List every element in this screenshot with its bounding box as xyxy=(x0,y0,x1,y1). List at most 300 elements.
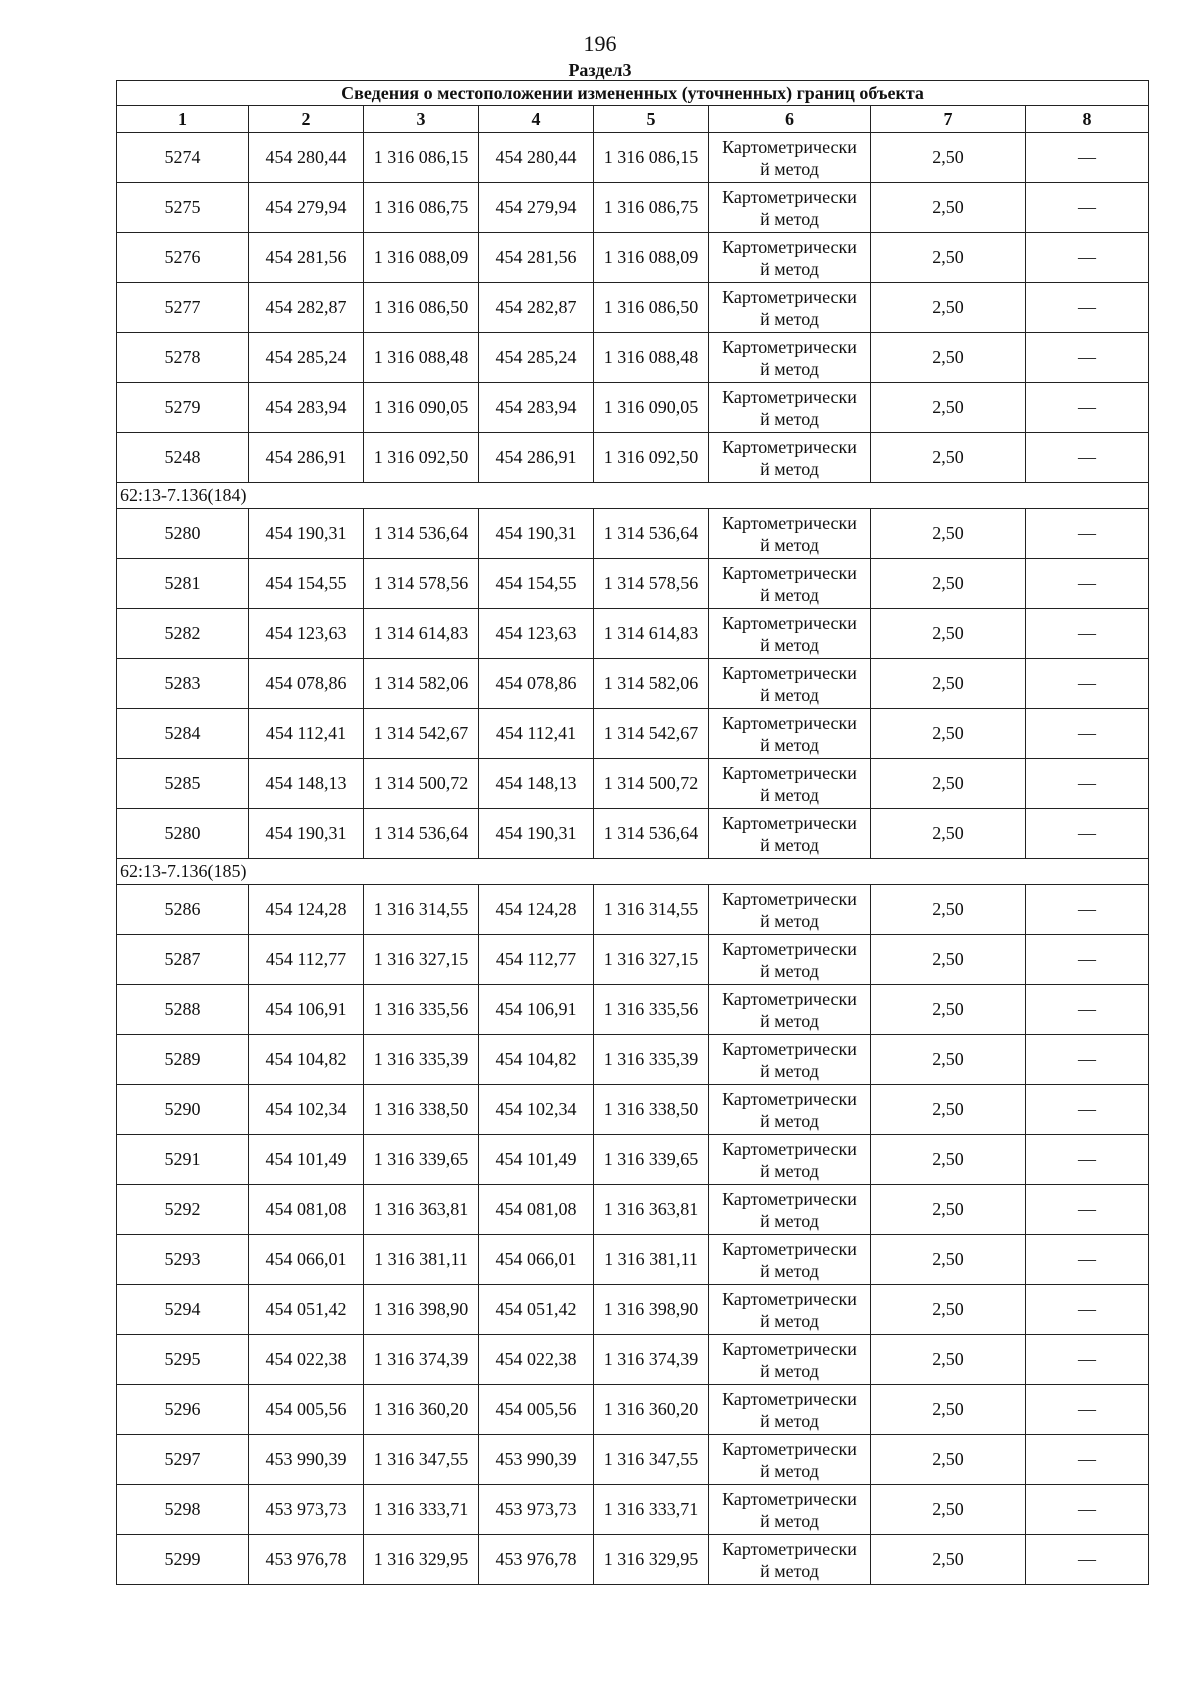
x-existing-cell: 454 279,94 xyxy=(249,183,364,233)
method-line-1: Картометрически xyxy=(722,236,857,257)
method-cell xyxy=(709,659,871,709)
x-existing-cell: 454 106,91 xyxy=(249,985,364,1035)
table-caption: Сведения о местоположении измененных (уточненных) границ объекта xyxy=(117,81,1149,106)
x-existing-cell: 454 102,34 xyxy=(249,1085,364,1135)
boundary-coordinates-table xyxy=(116,80,1149,1585)
method-cell xyxy=(709,1085,871,1135)
x-new-cell: 454 280,44 xyxy=(479,133,594,183)
y-new-cell: 1 316 327,15 xyxy=(594,935,709,985)
y-existing-cell: 1 314 536,64 xyxy=(364,809,479,859)
x-new-cell: 454 124,28 xyxy=(479,885,594,935)
x-new-cell: 454 112,41 xyxy=(479,709,594,759)
y-existing-cell: 1 316 329,95 xyxy=(364,1535,479,1585)
method-line-1: Картометрически xyxy=(722,712,857,733)
point-number-cell: 5280 xyxy=(117,809,249,859)
parcel-group-row xyxy=(117,483,1149,509)
method-cell xyxy=(709,509,871,559)
method-line-2: й метод xyxy=(760,684,819,705)
table-row xyxy=(117,1285,1149,1335)
y-existing-cell: 1 316 335,56 xyxy=(364,985,479,1035)
method-line-2: й метод xyxy=(760,458,819,479)
accuracy-cell: 2,50 xyxy=(871,283,1026,333)
method-cell xyxy=(709,1185,871,1235)
x-new-cell: 454 081,08 xyxy=(479,1185,594,1235)
x-new-cell: 454 123,63 xyxy=(479,609,594,659)
method-cell xyxy=(709,1135,871,1185)
x-new-cell: 454 022,38 xyxy=(479,1335,594,1385)
method-cell xyxy=(709,1435,871,1485)
accuracy-cell: 2,50 xyxy=(871,183,1026,233)
x-new-cell: 454 106,91 xyxy=(479,985,594,1035)
method-line-1: Картометрически xyxy=(722,888,857,909)
method-line-2: й метод xyxy=(760,258,819,279)
accuracy-cell: 2,50 xyxy=(871,559,1026,609)
empty-mark-cell: — xyxy=(1026,609,1149,659)
point-number-cell: 5283 xyxy=(117,659,249,709)
empty-mark-cell: — xyxy=(1026,1285,1149,1335)
table-row xyxy=(117,1135,1149,1185)
empty-mark-cell: — xyxy=(1026,659,1149,709)
y-new-cell: 1 316 335,39 xyxy=(594,1035,709,1085)
table-row xyxy=(117,1035,1149,1085)
y-new-cell: 1 316 086,15 xyxy=(594,133,709,183)
method-line-1: Картометрически xyxy=(722,286,857,307)
empty-mark-cell: — xyxy=(1026,283,1149,333)
x-existing-cell: 454 190,31 xyxy=(249,509,364,559)
y-existing-cell: 1 316 339,65 xyxy=(364,1135,479,1185)
point-number-cell: 5289 xyxy=(117,1035,249,1085)
table-row xyxy=(117,935,1149,985)
method-line-1: Картометрически xyxy=(722,988,857,1009)
empty-mark-cell: — xyxy=(1026,1035,1149,1085)
method-cell xyxy=(709,433,871,483)
method-line-1: Картометрически xyxy=(722,136,857,157)
point-number-cell: 5294 xyxy=(117,1285,249,1335)
column-number-1: 1 xyxy=(117,106,249,133)
empty-mark-cell: — xyxy=(1026,333,1149,383)
x-new-cell: 454 112,77 xyxy=(479,935,594,985)
x-existing-cell: 454 081,08 xyxy=(249,1185,364,1235)
x-new-cell: 454 154,55 xyxy=(479,559,594,609)
accuracy-cell: 2,50 xyxy=(871,1535,1026,1585)
accuracy-cell: 2,50 xyxy=(871,609,1026,659)
method-line-1: Картометрически xyxy=(722,1438,857,1459)
y-existing-cell: 1 316 338,50 xyxy=(364,1085,479,1135)
empty-mark-cell: — xyxy=(1026,1085,1149,1135)
point-number-cell: 5278 xyxy=(117,333,249,383)
y-new-cell: 1 316 363,81 xyxy=(594,1185,709,1235)
x-existing-cell: 454 281,56 xyxy=(249,233,364,283)
y-new-cell: 1 314 536,64 xyxy=(594,509,709,559)
method-line-1: Картометрически xyxy=(722,1288,857,1309)
point-number-cell: 5248 xyxy=(117,433,249,483)
accuracy-cell: 2,50 xyxy=(871,1035,1026,1085)
method-line-2: й метод xyxy=(760,1560,819,1581)
y-new-cell: 1 314 536,64 xyxy=(594,809,709,859)
x-new-cell: 454 281,56 xyxy=(479,233,594,283)
y-new-cell: 1 316 347,55 xyxy=(594,1435,709,1485)
table-row xyxy=(117,1235,1149,1285)
table-row xyxy=(117,383,1149,433)
method-line-2: й метод xyxy=(760,1360,819,1381)
point-number-cell: 5282 xyxy=(117,609,249,659)
column-number-3: 3 xyxy=(364,106,479,133)
y-existing-cell: 1 316 398,90 xyxy=(364,1285,479,1335)
y-new-cell: 1 316 333,71 xyxy=(594,1485,709,1535)
x-existing-cell: 454 280,44 xyxy=(249,133,364,183)
point-number-cell: 5286 xyxy=(117,885,249,935)
x-existing-cell: 454 148,13 xyxy=(249,759,364,809)
y-new-cell: 1 314 582,06 xyxy=(594,659,709,709)
y-existing-cell: 1 316 363,81 xyxy=(364,1185,479,1235)
x-new-cell: 454 104,82 xyxy=(479,1035,594,1085)
method-line-2: й метод xyxy=(760,910,819,931)
accuracy-cell: 2,50 xyxy=(871,1485,1026,1535)
empty-mark-cell: — xyxy=(1026,233,1149,283)
table-row xyxy=(117,809,1149,859)
column-number-6: 6 xyxy=(709,106,871,133)
table-row xyxy=(117,433,1149,483)
empty-mark-cell: — xyxy=(1026,985,1149,1035)
y-new-cell: 1 314 542,67 xyxy=(594,709,709,759)
empty-mark-cell: — xyxy=(1026,1185,1149,1235)
method-line-1: Картометрически xyxy=(722,1188,857,1209)
method-line-2: й метод xyxy=(760,1310,819,1331)
method-cell xyxy=(709,1385,871,1435)
method-line-1: Картометрически xyxy=(722,1538,857,1559)
empty-mark-cell: — xyxy=(1026,133,1149,183)
point-number-cell: 5290 xyxy=(117,1085,249,1135)
point-number-cell: 5275 xyxy=(117,183,249,233)
point-number-cell: 5295 xyxy=(117,1335,249,1385)
x-existing-cell: 454 124,28 xyxy=(249,885,364,935)
method-line-2: й метод xyxy=(760,208,819,229)
empty-mark-cell: — xyxy=(1026,809,1149,859)
method-line-2: й метод xyxy=(760,1460,819,1481)
parcel-group-row xyxy=(117,859,1149,885)
y-new-cell: 1 316 090,05 xyxy=(594,383,709,433)
point-number-cell: 5298 xyxy=(117,1485,249,1535)
method-line-2: й метод xyxy=(760,1510,819,1531)
accuracy-cell: 2,50 xyxy=(871,1435,1026,1485)
point-number-cell: 5274 xyxy=(117,133,249,183)
x-new-cell: 454 101,49 xyxy=(479,1135,594,1185)
x-new-cell: 453 976,78 xyxy=(479,1535,594,1585)
x-new-cell: 454 051,42 xyxy=(479,1285,594,1335)
method-line-2: й метод xyxy=(760,960,819,981)
accuracy-cell: 2,50 xyxy=(871,935,1026,985)
method-cell xyxy=(709,1485,871,1535)
empty-mark-cell: — xyxy=(1026,433,1149,483)
empty-mark-cell: — xyxy=(1026,759,1149,809)
point-number-cell: 5284 xyxy=(117,709,249,759)
accuracy-cell: 2,50 xyxy=(871,1135,1026,1185)
column-number-8: 8 xyxy=(1026,106,1149,133)
x-new-cell: 454 279,94 xyxy=(479,183,594,233)
method-line-2: й метод xyxy=(760,1110,819,1131)
y-existing-cell: 1 316 381,11 xyxy=(364,1235,479,1285)
method-line-1: Картометрически xyxy=(722,436,857,457)
empty-mark-cell: — xyxy=(1026,509,1149,559)
x-existing-cell: 454 190,31 xyxy=(249,809,364,859)
empty-mark-cell: — xyxy=(1026,1535,1149,1585)
table-row xyxy=(117,509,1149,559)
method-line-2: й метод xyxy=(760,634,819,655)
y-existing-cell: 1 314 578,56 xyxy=(364,559,479,609)
x-new-cell: 454 190,31 xyxy=(479,809,594,859)
x-existing-cell: 454 066,01 xyxy=(249,1235,364,1285)
x-new-cell: 454 078,86 xyxy=(479,659,594,709)
accuracy-cell: 2,50 xyxy=(871,759,1026,809)
x-existing-cell: 454 282,87 xyxy=(249,283,364,333)
y-new-cell: 1 316 088,48 xyxy=(594,333,709,383)
empty-mark-cell: — xyxy=(1026,383,1149,433)
method-line-1: Картометрически xyxy=(722,186,857,207)
table-row xyxy=(117,659,1149,709)
empty-mark-cell: — xyxy=(1026,935,1149,985)
method-line-1: Картометрически xyxy=(722,1088,857,1109)
x-existing-cell: 454 051,42 xyxy=(249,1285,364,1335)
x-existing-cell: 453 973,73 xyxy=(249,1485,364,1535)
empty-mark-cell: — xyxy=(1026,1235,1149,1285)
y-new-cell: 1 316 088,09 xyxy=(594,233,709,283)
y-new-cell: 1 316 086,50 xyxy=(594,283,709,333)
method-line-2: й метод xyxy=(760,408,819,429)
y-existing-cell: 1 316 092,50 xyxy=(364,433,479,483)
method-cell xyxy=(709,1285,871,1335)
empty-mark-cell: — xyxy=(1026,1335,1149,1385)
method-cell xyxy=(709,1335,871,1385)
y-new-cell: 1 314 500,72 xyxy=(594,759,709,809)
point-number-cell: 5293 xyxy=(117,1235,249,1285)
accuracy-cell: 2,50 xyxy=(871,1235,1026,1285)
empty-mark-cell: — xyxy=(1026,1385,1149,1435)
method-line-2: й метод xyxy=(760,1210,819,1231)
method-cell xyxy=(709,1035,871,1085)
method-line-1: Картометрически xyxy=(722,562,857,583)
method-cell xyxy=(709,1235,871,1285)
x-new-cell: 454 005,56 xyxy=(479,1385,594,1435)
parcel-number: 62:13-7.136(184) xyxy=(117,483,1149,509)
method-line-2: й метод xyxy=(760,584,819,605)
method-line-1: Картометрически xyxy=(722,1338,857,1359)
y-existing-cell: 1 314 614,83 xyxy=(364,609,479,659)
method-cell xyxy=(709,759,871,809)
table-row xyxy=(117,1085,1149,1135)
y-existing-cell: 1 314 500,72 xyxy=(364,759,479,809)
empty-mark-cell: — xyxy=(1026,709,1149,759)
accuracy-cell: 2,50 xyxy=(871,233,1026,283)
method-line-1: Картометрически xyxy=(722,386,857,407)
method-cell xyxy=(709,333,871,383)
y-existing-cell: 1 316 335,39 xyxy=(364,1035,479,1085)
empty-mark-cell: — xyxy=(1026,1135,1149,1185)
y-existing-cell: 1 316 086,50 xyxy=(364,283,479,333)
table-row xyxy=(117,1385,1149,1435)
table-row xyxy=(117,133,1149,183)
x-new-cell: 454 066,01 xyxy=(479,1235,594,1285)
method-cell xyxy=(709,233,871,283)
table-row xyxy=(117,1335,1149,1385)
x-existing-cell: 453 990,39 xyxy=(249,1435,364,1485)
method-line-1: Картометрически xyxy=(722,1388,857,1409)
method-line-1: Картометрически xyxy=(722,662,857,683)
x-existing-cell: 454 101,49 xyxy=(249,1135,364,1185)
y-existing-cell: 1 316 314,55 xyxy=(364,885,479,935)
method-cell xyxy=(709,283,871,333)
method-cell xyxy=(709,559,871,609)
point-number-cell: 5285 xyxy=(117,759,249,809)
column-number-4: 4 xyxy=(479,106,594,133)
x-existing-cell: 454 285,24 xyxy=(249,333,364,383)
y-new-cell: 1 316 381,11 xyxy=(594,1235,709,1285)
method-line-1: Картометрически xyxy=(722,512,857,533)
table-row xyxy=(117,1485,1149,1535)
y-existing-cell: 1 314 582,06 xyxy=(364,659,479,709)
table-row xyxy=(117,1535,1149,1585)
accuracy-cell: 2,50 xyxy=(871,809,1026,859)
table-row xyxy=(117,885,1149,935)
accuracy-cell: 2,50 xyxy=(871,1185,1026,1235)
method-line-2: й метод xyxy=(760,1410,819,1431)
table-row xyxy=(117,283,1149,333)
x-existing-cell: 454 112,41 xyxy=(249,709,364,759)
point-number-cell: 5291 xyxy=(117,1135,249,1185)
method-line-1: Картометрически xyxy=(722,612,857,633)
y-existing-cell: 1 314 536,64 xyxy=(364,509,479,559)
accuracy-cell: 2,50 xyxy=(871,333,1026,383)
x-new-cell: 453 973,73 xyxy=(479,1485,594,1535)
y-existing-cell: 1 314 542,67 xyxy=(364,709,479,759)
column-number-5: 5 xyxy=(594,106,709,133)
table-row xyxy=(117,1435,1149,1485)
y-new-cell: 1 316 329,95 xyxy=(594,1535,709,1585)
method-cell xyxy=(709,1535,871,1585)
method-line-2: й метод xyxy=(760,358,819,379)
method-line-2: й метод xyxy=(760,1060,819,1081)
accuracy-cell: 2,50 xyxy=(871,885,1026,935)
method-line-1: Картометрически xyxy=(722,336,857,357)
empty-mark-cell: — xyxy=(1026,885,1149,935)
method-line-2: й метод xyxy=(760,734,819,755)
x-existing-cell: 453 976,78 xyxy=(249,1535,364,1585)
y-new-cell: 1 316 314,55 xyxy=(594,885,709,935)
x-new-cell: 454 283,94 xyxy=(479,383,594,433)
table-row xyxy=(117,333,1149,383)
empty-mark-cell: — xyxy=(1026,183,1149,233)
method-line-2: й метод xyxy=(760,1160,819,1181)
table-row xyxy=(117,559,1149,609)
empty-mark-cell: — xyxy=(1026,559,1149,609)
x-existing-cell: 454 154,55 xyxy=(249,559,364,609)
parcel-number: 62:13-7.136(185) xyxy=(117,859,1149,885)
point-number-cell: 5280 xyxy=(117,509,249,559)
accuracy-cell: 2,50 xyxy=(871,509,1026,559)
method-line-2: й метод xyxy=(760,1260,819,1281)
y-existing-cell: 1 316 086,75 xyxy=(364,183,479,233)
x-existing-cell: 454 078,86 xyxy=(249,659,364,709)
x-existing-cell: 454 005,56 xyxy=(249,1385,364,1435)
accuracy-cell: 2,50 xyxy=(871,1085,1026,1135)
method-line-2: й метод xyxy=(760,158,819,179)
x-new-cell: 454 190,31 xyxy=(479,509,594,559)
method-cell xyxy=(709,709,871,759)
x-existing-cell: 454 112,77 xyxy=(249,935,364,985)
method-cell xyxy=(709,809,871,859)
table-row xyxy=(117,1185,1149,1235)
point-number-cell: 5279 xyxy=(117,383,249,433)
y-new-cell: 1 316 374,39 xyxy=(594,1335,709,1385)
point-number-cell: 5288 xyxy=(117,985,249,1035)
method-line-1: Картометрически xyxy=(722,938,857,959)
y-new-cell: 1 316 086,75 xyxy=(594,183,709,233)
method-line-1: Картометрически xyxy=(722,1238,857,1259)
table-row xyxy=(117,985,1149,1035)
y-new-cell: 1 316 335,56 xyxy=(594,985,709,1035)
y-new-cell: 1 314 578,56 xyxy=(594,559,709,609)
y-existing-cell: 1 316 086,15 xyxy=(364,133,479,183)
column-number-7: 7 xyxy=(871,106,1026,133)
point-number-cell: 5276 xyxy=(117,233,249,283)
y-existing-cell: 1 316 374,39 xyxy=(364,1335,479,1385)
accuracy-cell: 2,50 xyxy=(871,1285,1026,1335)
table-row xyxy=(117,609,1149,659)
table-row xyxy=(117,759,1149,809)
point-number-cell: 5296 xyxy=(117,1385,249,1435)
accuracy-cell: 2,50 xyxy=(871,709,1026,759)
method-line-1: Картометрически xyxy=(722,762,857,783)
column-number-row xyxy=(117,106,1149,133)
method-line-1: Картометрически xyxy=(722,812,857,833)
y-existing-cell: 1 316 360,20 xyxy=(364,1385,479,1435)
y-new-cell: 1 316 360,20 xyxy=(594,1385,709,1435)
y-existing-cell: 1 316 088,48 xyxy=(364,333,479,383)
accuracy-cell: 2,50 xyxy=(871,133,1026,183)
y-new-cell: 1 316 338,50 xyxy=(594,1085,709,1135)
page-number: 196 xyxy=(583,31,617,56)
accuracy-cell: 2,50 xyxy=(871,1385,1026,1435)
method-line-2: й метод xyxy=(760,534,819,555)
x-new-cell: 454 285,24 xyxy=(479,333,594,383)
empty-mark-cell: — xyxy=(1026,1485,1149,1535)
y-existing-cell: 1 316 347,55 xyxy=(364,1435,479,1485)
method-cell xyxy=(709,183,871,233)
table-caption-row xyxy=(117,81,1149,106)
y-existing-cell: 1 316 088,09 xyxy=(364,233,479,283)
method-cell xyxy=(709,133,871,183)
y-new-cell: 1 316 398,90 xyxy=(594,1285,709,1335)
x-new-cell: 454 286,91 xyxy=(479,433,594,483)
x-existing-cell: 454 283,94 xyxy=(249,383,364,433)
method-line-2: й метод xyxy=(760,784,819,805)
method-line-2: й метод xyxy=(760,834,819,855)
accuracy-cell: 2,50 xyxy=(871,659,1026,709)
method-cell xyxy=(709,935,871,985)
x-existing-cell: 454 022,38 xyxy=(249,1335,364,1385)
point-number-cell: 5297 xyxy=(117,1435,249,1485)
x-new-cell: 454 282,87 xyxy=(479,283,594,333)
y-new-cell: 1 314 614,83 xyxy=(594,609,709,659)
table-row xyxy=(117,233,1149,283)
method-line-1: Картометрически xyxy=(722,1038,857,1059)
x-existing-cell: 454 286,91 xyxy=(249,433,364,483)
accuracy-cell: 2,50 xyxy=(871,985,1026,1035)
column-number-2: 2 xyxy=(249,106,364,133)
x-existing-cell: 454 123,63 xyxy=(249,609,364,659)
method-line-2: й метод xyxy=(760,308,819,329)
y-existing-cell: 1 316 090,05 xyxy=(364,383,479,433)
y-new-cell: 1 316 092,50 xyxy=(594,433,709,483)
